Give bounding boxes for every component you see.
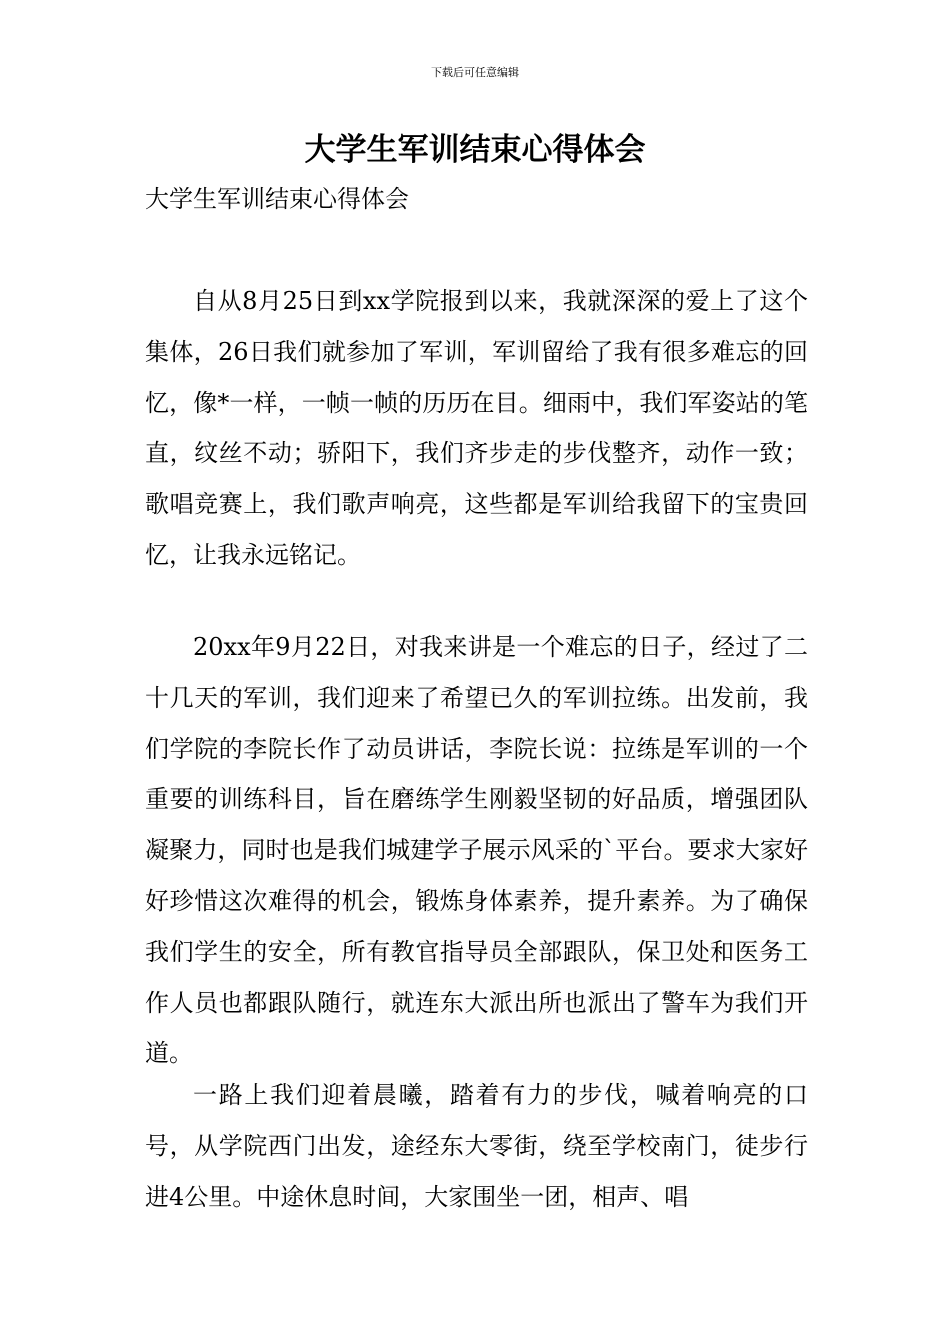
body-paragraph: 一路上我们迎着晨曦，踏着有力的步伐，喊着响亮的口号，从学院西门出发，途经东大零街，绕至学校南门，徒步行进4公里。中途休息时间，大家围坐一团，相声、唱 (145, 1081, 808, 1211)
header-note: 下载后可任意编辑 (431, 66, 519, 79)
body-paragraph: 20xx年9月22日，对我来讲是一个难忘的日子，经过了二十几天的军训，我们迎来了希望已久的军训拉练。出发前，我们学院的李院长作了动员讲话，李院长说：拉练是军训的一个重要的训练科目，旨在磨练学生刚毅坚韧的好品质，增强团队凝聚力，同时也是我们城建学子展示风采的`平台。要求大家好好珍惜这次难得的机会，锻炼身体素养，提升素养。为了确保我们学生的安全，所有教官指导员全部跟队，保卫处和医务工作人员也都跟队随行，就连东大派出所也派出了警车为我们开道。 (145, 633, 808, 1068)
body-paragraph: 自从8月25日到xx学院报到以来，我就深深的爱上了这个集体，26日我们就参加了军训，军训留给了我有很多难忘的回忆，像*一样，一帧一帧的历历在目。细雨中，我们军姿站的笔直，纹丝不动；骄阳下，我们齐步走的步伐整齐，动作一致；歌唱竞赛上，我们歌声响亮，这些都是军训给我留下的宝贵回忆，让我永远铭记。 (145, 287, 808, 569)
document-title: 大学生军训结束心得体会 (304, 132, 646, 168)
document-subtitle: 大学生军训结束心得体会 (145, 185, 409, 213)
